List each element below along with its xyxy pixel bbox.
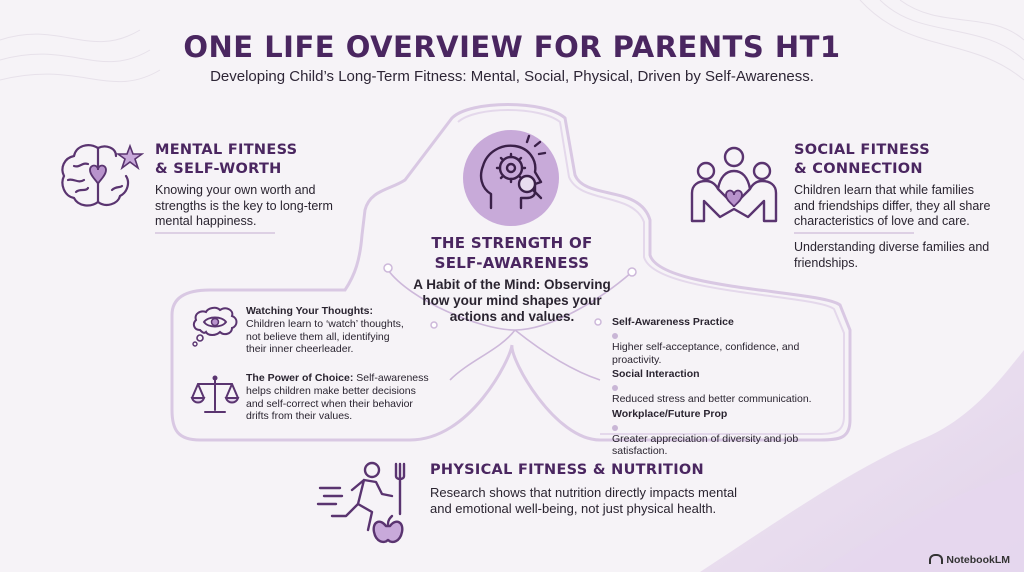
notebooklm-icon	[929, 554, 943, 564]
mental-title-line1: MENTAL FITNESS	[155, 142, 298, 158]
mental-body	[155, 183, 333, 230]
social-title-line2: & CONNECTION	[794, 161, 923, 177]
thought-eye-icon	[190, 306, 240, 348]
page-subtitle: Developing Child’s Long-Term Fitness: Mental, Social, Physical, Driven by Self-Awareness.	[210, 68, 814, 85]
physical-body-line: Research shows that nutrition directly impacts mental	[430, 485, 738, 500]
left-item-1-line: Children learn to ‘watch’ thoughts,	[246, 318, 404, 330]
mental-title	[155, 141, 297, 179]
left-item-1-line: not believe them all, identifying	[246, 330, 390, 343]
bullet-dot	[612, 425, 618, 431]
left-item-2-line: helps children make better decisions	[246, 385, 416, 397]
physical-body-line: and emotional well-being, not just physical health.	[430, 501, 717, 516]
balance-scale-icon	[190, 372, 240, 416]
mental-body-line: mental happiness.	[155, 214, 257, 228]
mental-divider	[155, 232, 275, 234]
social-body2	[794, 240, 989, 271]
center-sub-line: how your mind shapes your	[422, 293, 602, 308]
right-item-3-text: Greater appreciation of diversity and job satisfaction.	[612, 432, 799, 457]
left-item-2-line: and self-correct when their behavior	[246, 397, 413, 410]
social-body-line: characteristics of love and care.	[794, 214, 970, 228]
social-body2-line: Understanding diverse families and	[794, 240, 990, 254]
bullet-dot	[612, 385, 618, 391]
mental-title-line2: & SELF-WORTH	[155, 161, 282, 177]
left-item-1-title: Watching Your Thoughts:	[246, 305, 373, 317]
social-body-line: Children learn that while families	[794, 183, 974, 197]
center-title-line2: SELF-AWARENESS	[434, 254, 590, 272]
social-title-line1: SOCIAL FITNESS	[794, 142, 930, 158]
page-title: ONE LIFE OVERVIEW FOR PARENTS HT1	[183, 30, 841, 64]
social-title	[794, 141, 930, 179]
center-title	[397, 233, 627, 273]
center-sub-line: A Habit of the Mind: Observing	[413, 277, 611, 292]
brand-text: NotebookLM	[946, 554, 1010, 566]
center-title-line1: THE STRENGTH OF	[431, 234, 593, 252]
left-item-2-first-line: Self-awareness	[353, 372, 429, 384]
social-body	[794, 183, 990, 230]
right-item-2-title: Social Interaction	[612, 368, 700, 380]
physical-body	[430, 485, 737, 517]
left-item-2-title: The Power of Choice:	[246, 372, 354, 384]
brain-heart-icon	[58, 140, 144, 212]
social-divider	[794, 232, 914, 234]
left-item-1-line: their inner cheerleader.	[246, 343, 354, 355]
left-item-2	[246, 372, 429, 423]
social-body2-line: friendships.	[794, 255, 858, 270]
mental-body-line: Knowing your own worth and	[155, 183, 316, 197]
head-gear-magnifier-icon	[461, 128, 561, 228]
family-heart-icon	[688, 145, 780, 227]
brand-logo	[929, 554, 1010, 566]
social-body-line: and friendships differ, they all share	[794, 198, 991, 213]
runner-fork-apple-icon	[316, 460, 416, 546]
left-item-1	[246, 305, 404, 356]
mental-body-line: strengths is the key to long-term	[155, 198, 333, 213]
bullet-dot	[612, 333, 618, 339]
right-item-2-text: Reduced stress and better communication.	[612, 393, 812, 405]
right-items	[612, 316, 842, 458]
center-sub	[387, 277, 637, 325]
right-item-1-title: Self-Awareness Practice	[612, 316, 734, 328]
right-item-1-text: Higher self-acceptance, confidence, and proactivity.	[612, 341, 800, 366]
right-item-3-title: Workplace/Future Prop	[612, 407, 728, 420]
left-item-2-line: drifts from their values.	[246, 410, 353, 422]
center-sub-line: actions and values.	[449, 309, 575, 324]
physical-title: PHYSICAL FITNESS & NUTRITION	[430, 462, 704, 478]
